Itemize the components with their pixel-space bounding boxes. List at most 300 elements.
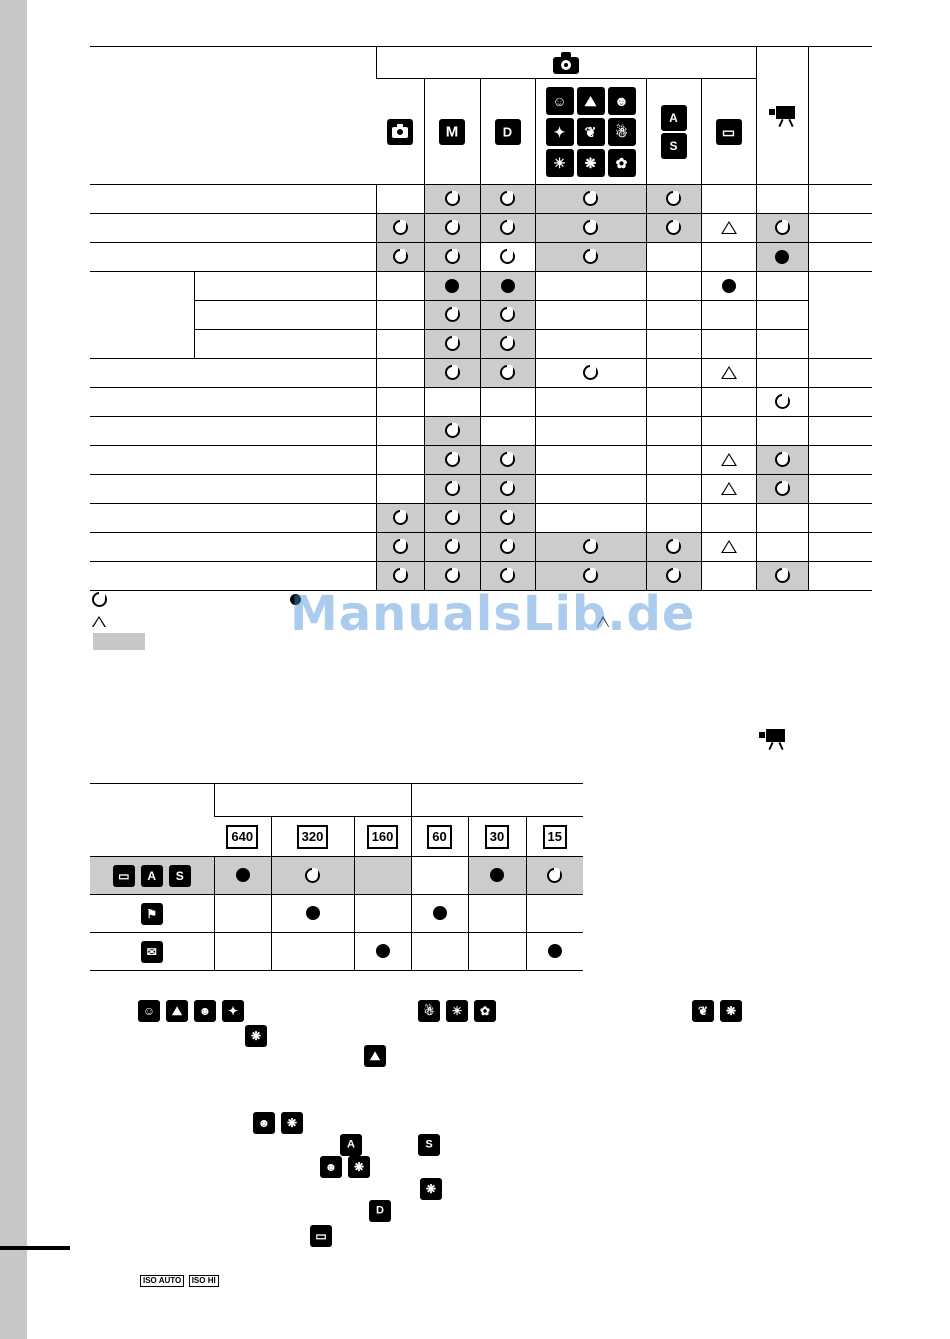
availability-cell <box>701 417 756 446</box>
availability-cell <box>646 243 701 272</box>
availability-cell <box>376 504 424 533</box>
availability-cell <box>480 504 535 533</box>
movie-setting-cell <box>468 857 526 895</box>
note-movie-standard-icon <box>310 1225 338 1247</box>
availability-cell <box>756 446 808 475</box>
available-circle-mark <box>445 249 460 264</box>
kids-pets-icon: ☻ <box>253 1112 275 1134</box>
availability-cell <box>535 504 646 533</box>
stitch-assist-a-icon: A <box>661 105 687 131</box>
availability-cell <box>646 185 701 214</box>
availability-cell <box>701 359 756 388</box>
function-availability-table <box>90 46 872 591</box>
header-blank <box>90 47 376 185</box>
page-edge-strip <box>0 0 27 1339</box>
availability-cell <box>480 446 535 475</box>
availability-cell <box>808 446 872 475</box>
foliage-icon: ❦ <box>577 118 605 146</box>
movie-mode-row <box>90 857 583 895</box>
movie-setting-cell <box>526 857 583 895</box>
availability-cell <box>808 272 872 359</box>
availability-cell <box>424 504 480 533</box>
legend-circle <box>92 591 107 607</box>
availability-cell <box>376 214 424 243</box>
available-circle-mark <box>445 220 460 235</box>
function-label-cell <box>90 243 376 272</box>
availability-cell <box>376 446 424 475</box>
movie-setting-cell <box>271 933 354 971</box>
default-dot-mark <box>433 906 447 920</box>
frame-rate-60-icon: 60 <box>427 825 451 849</box>
available-circle-mark <box>393 510 408 525</box>
digital-macro-icon: D <box>369 1200 391 1222</box>
availability-cell <box>701 504 756 533</box>
note-landscape-icon <box>364 1045 392 1067</box>
availability-cell <box>376 301 424 330</box>
availability-cell <box>480 330 535 359</box>
availability-cell <box>535 214 646 243</box>
available-circle-mark <box>500 365 515 380</box>
mode-scenes-header <box>535 79 646 185</box>
movie-settings-table <box>90 783 583 971</box>
movie-camera-icon <box>767 104 797 128</box>
availability-cell <box>376 330 424 359</box>
iso-auto-icon: ISO AUTO <box>140 1275 184 1287</box>
movie-setting-cell <box>271 895 354 933</box>
availability-cell <box>756 388 808 417</box>
available-circle-mark <box>500 539 515 554</box>
movie-setting-cell <box>526 933 583 971</box>
available-circle-mark <box>666 191 681 206</box>
available-circle-mark <box>500 452 515 467</box>
function-row <box>90 533 872 562</box>
availability-cell <box>701 214 756 243</box>
availability-cell <box>756 562 808 591</box>
movie-standard-icon: ▭ <box>113 865 135 887</box>
default-dot-mark <box>501 279 515 293</box>
available-circle-mark <box>445 423 460 438</box>
digital-macro-icon: D <box>495 119 521 145</box>
default-dot-mark <box>376 944 390 958</box>
movie-setting-cell <box>214 857 271 895</box>
resolution-160-icon: 160 <box>367 825 399 849</box>
fireworks-icon: ❋ <box>348 1156 370 1178</box>
function-row <box>90 185 872 214</box>
available-circle-mark <box>775 452 790 467</box>
movie-setting-cell <box>411 895 468 933</box>
availability-cell <box>808 533 872 562</box>
available-circle-mark <box>445 452 460 467</box>
manual-mode-icon: M <box>439 119 465 145</box>
sub-label-cell <box>194 330 376 359</box>
function-label-cell <box>90 214 376 243</box>
movie-setting-cell <box>526 895 583 933</box>
default-dot-mark <box>236 868 250 882</box>
availability-cell <box>376 359 424 388</box>
party-icon: ✦ <box>222 1000 244 1022</box>
legend-shaded-swatch <box>93 633 145 650</box>
stitch-movie-s-icon: S <box>169 865 191 887</box>
availability-cell <box>808 185 872 214</box>
movie-mode-row <box>90 933 583 971</box>
note-stitch-a-icon <box>340 1134 368 1156</box>
available-circle-mark <box>775 394 790 409</box>
availability-cell <box>808 475 872 504</box>
available-circle-mark <box>583 191 598 206</box>
availability-cell <box>535 446 646 475</box>
stitch-assist-a-icon: A <box>340 1134 362 1156</box>
default-dot-mark <box>548 944 562 958</box>
available-circle-mark <box>583 539 598 554</box>
watermark: ManualsLib.de <box>290 586 696 642</box>
availability-cell <box>646 533 701 562</box>
availability-cell <box>535 243 646 272</box>
resolution-header-cell <box>214 817 271 857</box>
availability-cell <box>701 533 756 562</box>
availability-cell <box>808 417 872 446</box>
availability-cell <box>424 359 480 388</box>
availability-cell <box>480 243 535 272</box>
function-label-cell <box>90 504 376 533</box>
availability-cell <box>808 359 872 388</box>
availability-cell <box>646 446 701 475</box>
available-circle-mark <box>583 568 598 583</box>
movie-camera-icon <box>757 727 787 751</box>
availability-cell <box>646 214 701 243</box>
availability-cell <box>424 272 480 301</box>
available-circle-mark <box>500 307 515 322</box>
note-kids-fireworks-icons-2 <box>320 1156 376 1178</box>
availability-cell <box>424 330 480 359</box>
fireworks-icon: ❋ <box>245 1025 267 1047</box>
movie-mode-row <box>90 895 583 933</box>
default-dot-mark <box>722 279 736 293</box>
note-fireworks-icon-2 <box>420 1178 448 1200</box>
landscape-icon: ⛰ <box>166 1000 188 1022</box>
mode-digital-macro-header <box>480 79 535 185</box>
availability-cell <box>808 214 872 243</box>
availability-cell <box>646 475 701 504</box>
availability-cell <box>646 504 701 533</box>
frame-rate-header-cell <box>468 817 526 857</box>
movie-mode-label-cell <box>90 895 214 933</box>
stitch-assist-s-icon: S <box>418 1134 440 1156</box>
availability-cell <box>701 475 756 504</box>
availability-cell <box>535 330 646 359</box>
availability-cell <box>376 243 424 272</box>
availability-cell <box>424 533 480 562</box>
available-circle-mark <box>393 249 408 264</box>
function-row <box>90 475 872 504</box>
function-label-cell <box>90 417 376 446</box>
availability-cell <box>756 272 808 301</box>
availability-cell <box>376 475 424 504</box>
availability-cell <box>756 475 808 504</box>
resolution-320-icon: 320 <box>297 825 329 849</box>
landscape-icon: ⛰ <box>577 87 605 115</box>
available-circle-mark <box>666 539 681 554</box>
frame-rate-15-icon: 15 <box>543 825 567 849</box>
portrait-icon: ☺ <box>546 87 574 115</box>
note-kids-fireworks-icons <box>253 1112 309 1134</box>
available-circle-mark <box>445 510 460 525</box>
availability-cell <box>480 388 535 417</box>
note-fireworks-icon <box>245 1025 273 1047</box>
movie-setting-cell <box>214 895 271 933</box>
function-label-cell <box>90 185 376 214</box>
available-circle-mark <box>445 191 460 206</box>
availability-cell <box>424 243 480 272</box>
availability-cell <box>756 417 808 446</box>
available-circle-mark <box>500 568 515 583</box>
movie-section-icon <box>757 727 787 751</box>
available-circle-mark <box>393 568 408 583</box>
availability-cell <box>480 185 535 214</box>
function-label-cell <box>90 388 376 417</box>
function-label-cell <box>90 533 376 562</box>
available-circle-mark <box>583 365 598 380</box>
movie-setting-cell <box>411 857 468 895</box>
limited-triangle-mark <box>721 540 737 553</box>
availability-cell <box>376 533 424 562</box>
limited-triangle-mark <box>721 366 737 379</box>
availability-cell <box>756 243 808 272</box>
resolution-header-cell <box>354 817 411 857</box>
group-label-cell <box>90 272 194 359</box>
frame-rate-group-header <box>411 784 583 817</box>
auto-mode-icon <box>387 119 413 145</box>
availability-cell <box>376 185 424 214</box>
availability-cell <box>480 272 535 301</box>
availability-cell <box>701 330 756 359</box>
movie-setting-cell <box>468 895 526 933</box>
playback-display-icon: ▭ <box>716 119 742 145</box>
beach-icon: ☀ <box>546 149 574 177</box>
snow-icon: ☃ <box>418 1000 440 1022</box>
default-dot-mark <box>306 906 320 920</box>
availability-cell <box>535 475 646 504</box>
available-circle-mark <box>583 220 598 235</box>
availability-cell <box>646 359 701 388</box>
movie-setting-cell <box>271 857 354 895</box>
availability-cell <box>424 417 480 446</box>
frame-rate-header-cell <box>411 817 468 857</box>
availability-cell <box>535 533 646 562</box>
available-circle-mark <box>666 220 681 235</box>
stitch-assist-s-icon: S <box>661 133 687 159</box>
availability-cell <box>424 301 480 330</box>
availability-cell <box>535 417 646 446</box>
availability-cell <box>646 301 701 330</box>
limited-triangle-mark <box>721 453 737 466</box>
landscape-icon: ⛰ <box>364 1045 386 1067</box>
kids-pets-icon: ☻ <box>194 1000 216 1022</box>
underwater-icon: ✿ <box>474 1000 496 1022</box>
movie-mode-label-cell <box>90 933 214 971</box>
availability-cell <box>424 446 480 475</box>
availability-cell <box>701 562 756 591</box>
availability-cell <box>701 243 756 272</box>
available-circle-mark <box>500 336 515 351</box>
availability-cell <box>756 330 808 359</box>
party-icon: ✦ <box>546 118 574 146</box>
resolution-header-cell <box>271 817 354 857</box>
available-circle-mark <box>445 481 460 496</box>
note-stitch-s-icon <box>418 1134 446 1156</box>
availability-cell <box>701 185 756 214</box>
availability-cell <box>535 185 646 214</box>
note-digital-macro-icon <box>369 1200 397 1222</box>
availability-cell <box>701 301 756 330</box>
mode-stitch-header <box>646 79 701 185</box>
note-scene-icons-2 <box>418 1000 502 1022</box>
availability-cell <box>424 214 480 243</box>
availability-cell <box>424 185 480 214</box>
function-row <box>90 504 872 533</box>
available-circle-mark <box>393 220 408 235</box>
resolution-640-icon: 640 <box>226 825 258 849</box>
availability-cell <box>480 359 535 388</box>
availability-cell <box>480 475 535 504</box>
limited-triangle-mark <box>721 221 737 234</box>
available-circle-mark <box>305 868 320 883</box>
available-circle-mark <box>775 220 790 235</box>
function-row <box>90 243 872 272</box>
kids-pets-icon: ☻ <box>608 87 636 115</box>
function-row <box>90 417 872 446</box>
availability-cell <box>808 562 872 591</box>
availability-cell <box>808 243 872 272</box>
function-row <box>90 214 872 243</box>
underwater-icon: ✿ <box>608 149 636 177</box>
available-circle-mark <box>775 568 790 583</box>
available-circle-mark <box>445 336 460 351</box>
movie-mode-header <box>756 47 808 185</box>
available-circle-mark <box>547 868 562 883</box>
movie-setting-cell <box>411 933 468 971</box>
kids-pets-icon: ☻ <box>320 1156 342 1178</box>
availability-cell <box>756 214 808 243</box>
availability-cell <box>480 301 535 330</box>
legend-triangle <box>92 613 106 628</box>
availability-cell <box>701 388 756 417</box>
available-circle-mark <box>583 249 598 264</box>
availability-cell <box>424 475 480 504</box>
available-circle-mark <box>445 539 460 554</box>
available-circle-mark <box>445 307 460 322</box>
mode-auto-header <box>376 79 424 185</box>
availability-cell <box>701 446 756 475</box>
iso-hi-icon: ISO HI <box>189 1275 219 1287</box>
note-scene-icons-1 <box>138 1000 250 1022</box>
movie-header-blank <box>90 784 214 857</box>
foliage-icon: ❦ <box>692 1000 714 1022</box>
available-circle-mark <box>500 191 515 206</box>
function-row <box>90 272 872 301</box>
availability-cell <box>808 504 872 533</box>
beach-icon: ☀ <box>446 1000 468 1022</box>
frame-rate-header-cell <box>526 817 583 857</box>
availability-cell <box>424 388 480 417</box>
availability-cell <box>535 272 646 301</box>
availability-cell <box>376 417 424 446</box>
availability-cell <box>376 388 424 417</box>
fireworks-icon: ❋ <box>720 1000 742 1022</box>
function-label-cell <box>90 446 376 475</box>
availability-cell <box>480 417 535 446</box>
available-circle-mark <box>500 220 515 235</box>
page-edge-rule <box>0 1246 70 1250</box>
movie-fast-frame-icon: ⚑ <box>141 903 163 925</box>
default-dot-mark <box>490 868 504 882</box>
limited-triangle-mark <box>721 482 737 495</box>
available-circle-mark <box>666 568 681 583</box>
function-label-cell <box>90 359 376 388</box>
frame-rate-30-icon: 30 <box>485 825 509 849</box>
sub-label-cell <box>194 272 376 301</box>
available-circle-mark <box>445 568 460 583</box>
default-dot-mark <box>775 250 789 264</box>
available-circle-mark <box>775 481 790 496</box>
availability-cell <box>480 214 535 243</box>
sub-label-cell <box>194 301 376 330</box>
movie-setting-cell <box>214 933 271 971</box>
available-circle-mark <box>445 365 460 380</box>
available-circle-mark <box>393 539 408 554</box>
fireworks-icon: ❋ <box>577 149 605 177</box>
note-iso-icons <box>140 1272 219 1290</box>
resolution-group-header <box>214 784 411 817</box>
snow-icon: ☃ <box>608 118 636 146</box>
function-row <box>90 301 872 330</box>
default-dot-mark <box>445 279 459 293</box>
availability-cell <box>756 504 808 533</box>
available-circle-mark <box>500 249 515 264</box>
availability-cell <box>535 359 646 388</box>
portrait-icon: ☺ <box>138 1000 160 1022</box>
availability-cell <box>646 272 701 301</box>
mode-playback-header <box>701 79 756 185</box>
availability-cell <box>646 330 701 359</box>
availability-cell <box>646 417 701 446</box>
function-label-cell <box>90 475 376 504</box>
movie-setting-cell <box>354 857 411 895</box>
stitch-movie-a-icon: A <box>141 865 163 887</box>
mode-manual-header <box>424 79 480 185</box>
movie-setting-cell <box>468 933 526 971</box>
movie-standard-icon: ▭ <box>310 1225 332 1247</box>
camera-icon <box>553 52 579 74</box>
function-row <box>90 388 872 417</box>
function-row <box>90 446 872 475</box>
fireworks-icon: ❋ <box>281 1112 303 1134</box>
movie-mode-label-cell <box>90 857 214 895</box>
availability-cell <box>535 301 646 330</box>
scene-mode-icons <box>546 87 636 177</box>
function-row <box>90 359 872 388</box>
shooting-mode-group-header <box>376 47 756 79</box>
availability-cell <box>756 533 808 562</box>
movie-setting-cell <box>354 895 411 933</box>
header-blank-right <box>808 47 872 185</box>
available-circle-mark <box>500 481 515 496</box>
note-scene-icons-3 <box>692 1000 748 1022</box>
movie-email-icon: ✉ <box>141 941 163 963</box>
availability-cell <box>376 272 424 301</box>
availability-cell <box>756 185 808 214</box>
availability-cell <box>808 388 872 417</box>
availability-cell <box>701 272 756 301</box>
